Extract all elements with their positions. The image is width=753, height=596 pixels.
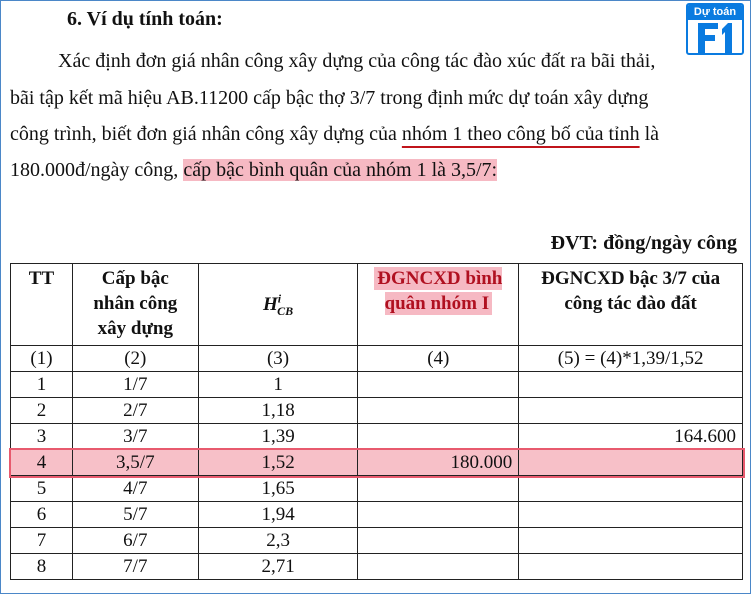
cell-cap-bac: 5/7 (72, 502, 198, 528)
h-coefficient-symbol: $H^i_{CB}$ (262, 291, 294, 319)
cell-dg4 (358, 424, 519, 450)
paragraph-line-2: bãi tập kết mã hiệu AB.11200 cấp bậc thợ 3/7 trong định mức dự toán xây dựng (10, 87, 649, 109)
cell-h: 1,94 (198, 502, 358, 528)
paragraph-line-4 (10, 159, 740, 182)
header-dgn-bac: ĐGNCXD bậc 3/7 của công tác đào đất (519, 264, 743, 346)
cell-cap-bac: 7/7 (72, 554, 198, 580)
highlighted-average-grade-text: cấp bậc bình quân của nhóm 1 là 3,5/7: (183, 159, 498, 181)
cell-tt: 4 (11, 450, 73, 476)
index-cell: (2) (72, 346, 198, 372)
cell-dg5 (519, 528, 743, 554)
cell-cap-bac: 3/7 (72, 424, 198, 450)
cell-dg4 (358, 372, 519, 398)
header-h-coefficient (198, 264, 358, 346)
cell-cap-bac: 4/7 (72, 476, 198, 502)
cell-h: 1,18 (198, 398, 358, 424)
table-row (11, 398, 743, 424)
table-row (11, 424, 743, 450)
table-row (11, 372, 743, 398)
cell-tt: 3 (11, 424, 73, 450)
table-header-row (11, 264, 743, 346)
cell-tt: 5 (11, 476, 73, 502)
wage-table (10, 263, 743, 580)
cell-cap-bac: 1/7 (72, 372, 198, 398)
header-dgn-binh-quan-text: ĐGNCXD bình quân nhóm I (374, 267, 502, 315)
header-cap-bac: Cấp bậc nhân công xây dựng (72, 264, 198, 346)
du-toan-f1-logo (686, 3, 744, 55)
cell-tt: 2 (11, 398, 73, 424)
unit-label: ĐVT: đồng/ngày công (550, 232, 737, 254)
cell-cap-bac: 6/7 (72, 528, 198, 554)
cell-h: 2,71 (198, 554, 358, 580)
table-row (11, 502, 743, 528)
table-row (11, 554, 743, 580)
cell-dg4 (358, 554, 519, 580)
cell-h: 1,39 (198, 424, 358, 450)
paragraph-line-3-end: là (639, 123, 660, 145)
cell-h: 2,3 (198, 528, 358, 554)
cell-tt: 6 (11, 502, 73, 528)
cell-dg5 (519, 372, 743, 398)
index-cell: (3) (198, 346, 358, 372)
table-row (11, 528, 743, 554)
table-row (11, 476, 743, 502)
cell-dg5 (519, 554, 743, 580)
cell-tt: 1 (11, 372, 73, 398)
paragraph-line-1: Xác định đơn giá nhân công xây dựng của công tác đào xúc đất ra bãi thải, (58, 50, 656, 72)
cell-dg5 (519, 476, 743, 502)
cell-dg4 (358, 528, 519, 554)
cell-dg5 (519, 502, 743, 528)
cell-h: 1,52 (198, 450, 358, 476)
cell-dg4: 180.000 (358, 450, 519, 476)
cell-cap-bac: 3,5/7 (72, 450, 198, 476)
cell-dg4 (358, 502, 519, 528)
cell-dg4 (358, 398, 519, 424)
header-tt: TT (11, 264, 73, 346)
index-cell: (1) (11, 346, 73, 372)
logo-top-text: Dự toán (688, 5, 742, 20)
cell-tt: 8 (11, 554, 73, 580)
cell-dg5: 164.600 (519, 424, 743, 450)
cell-dg5 (519, 398, 743, 424)
paragraph-line-3-text: công trình, biết đơn giá nhân công xây dựng của (10, 123, 402, 145)
paragraph-line-4-text: 180.000đ/ngày công, (10, 159, 184, 181)
cell-dg5 (519, 450, 743, 476)
underlined-province-text: nhóm 1 theo công bố của tỉnh (401, 123, 640, 145)
cell-h: 1,65 (198, 476, 358, 502)
cell-h: 1 (198, 372, 358, 398)
section-heading: 6. Ví dụ tính toán: (67, 8, 223, 30)
header-dgn-binh-quan (358, 264, 519, 346)
paragraph-line-3 (10, 123, 740, 146)
index-cell: (5) = (4)*1,39/1,52 (519, 346, 743, 372)
table-row-highlighted (11, 450, 743, 476)
cell-dg4 (358, 476, 519, 502)
index-cell: (4) (358, 346, 519, 372)
cell-cap-bac: 2/7 (72, 398, 198, 424)
table-index-row (11, 346, 743, 372)
cell-tt: 7 (11, 528, 73, 554)
